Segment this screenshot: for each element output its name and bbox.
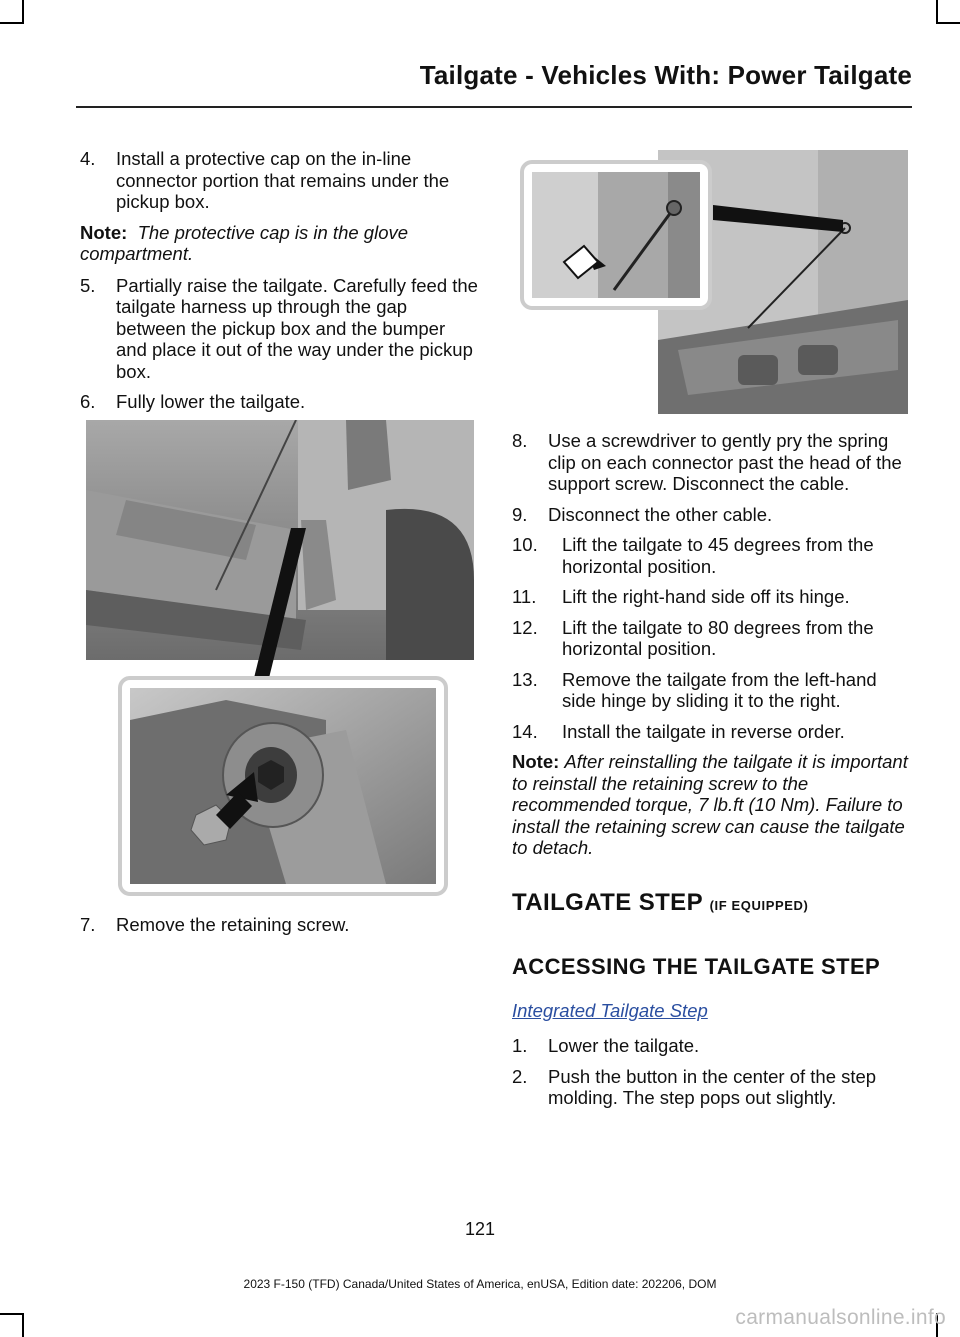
step-number: 10. (512, 534, 538, 555)
step-text: Push the button in the center of the step molding. The step pops out slightly. (548, 1065, 877, 1108)
step-text: Disconnect the other cable. (548, 503, 773, 525)
step-6 (80, 391, 480, 413)
step-text: Install the tailgate in reverse order. (562, 720, 845, 742)
note-label: Note: (512, 751, 560, 772)
step-number: 13. (512, 668, 538, 690)
step-number: 7. (80, 914, 96, 935)
step-number: 12. (512, 616, 538, 638)
retaining-screw-illustration (86, 420, 474, 898)
step-text: Remove the tailgate from the left-hand side hinge by sliding it to the right. (562, 668, 877, 711)
crop-mark (0, 1313, 24, 1315)
step-text: Lift the tailgate to 45 degrees from the horizontal position. (562, 534, 874, 577)
step-7-block (80, 914, 480, 945)
step-number: 2. (512, 1065, 528, 1087)
step-2 (512, 1066, 912, 1109)
page-number: 121 (464, 1219, 496, 1239)
support-cable-drawing (518, 150, 908, 414)
step-text: Fully lower the tailgate. (116, 391, 306, 412)
step-number: 5. (80, 274, 96, 296)
step-text: Partially raise the tailgate. Carefully feed the tailgate harness up through the gap between the pickup box and the bumper and place it out of the way under the pickup box. (116, 274, 478, 382)
crop-mark (936, 22, 960, 24)
step-7 (80, 914, 480, 936)
step-text: Lower the tailgate. (548, 1035, 700, 1056)
step-number: 9. (512, 503, 528, 525)
header-divider (76, 106, 912, 108)
crop-mark (22, 1313, 24, 1337)
step-number: 14. (512, 720, 538, 742)
step-8 (512, 430, 912, 495)
step-text: Use a screwdriver to gently pry the spring clip on each connector past the head of the support screw. Disconnect the cable. (548, 430, 902, 494)
step-text: Remove the retaining screw. (116, 914, 350, 935)
retaining-screw-drawing (86, 420, 474, 898)
step-text: Lift the tailgate to 80 degrees from the horizontal position. (562, 616, 874, 659)
crop-mark (936, 0, 938, 24)
section-title-text: TAILGATE STEP (512, 888, 703, 916)
crop-mark (0, 22, 24, 24)
support-cable-illustration (518, 150, 908, 414)
page-title: Tailgate - Vehicles With: Power Tailgate (419, 60, 912, 90)
edition-footer: 2023 F-150 (TFD) Canada/United States of America, enUSA, Edition date: 202206, DOM (243, 1277, 717, 1291)
step-number: 11. (512, 586, 537, 607)
step-text: Install a protective cap on the in-line connector portion that remains under the pickup box. (116, 148, 450, 212)
section-title (512, 889, 912, 920)
step-5 (80, 275, 480, 383)
step-14 (512, 721, 912, 743)
step-10 (512, 534, 912, 577)
note-protective-cap (80, 222, 480, 265)
step-9 (512, 504, 912, 526)
crop-mark (22, 0, 24, 24)
step-11 (512, 586, 912, 608)
step-13 (512, 669, 912, 712)
note-label: Note: (80, 221, 128, 243)
integrated-tailgate-step-link[interactable]: Integrated Tailgate Step (512, 999, 708, 1021)
right-column (512, 430, 912, 1118)
note-text: The protective cap is in the glove compartment. (80, 221, 409, 264)
step-1 (512, 1035, 912, 1057)
subsection-title: ACCESSING THE TAILGATE STEP (512, 953, 881, 979)
watermark: carmanualsonline.info (735, 1306, 946, 1329)
step-4 (80, 148, 480, 213)
step-number: 4. (80, 148, 96, 169)
step-12 (512, 617, 912, 660)
section-qualifier: (IF EQUIPPED) (709, 897, 809, 913)
step-number: 6. (80, 391, 96, 412)
step-number: 1. (512, 1035, 528, 1056)
left-column (80, 148, 480, 422)
step-text: Lift the right-hand side off its hinge. (562, 586, 850, 607)
note-retaining-screw (512, 751, 912, 859)
note-text: After reinstalling the tailgate it is important to reinstall the retaining screw to the recommended torque, 7 lb.ft (10 Nm). Failure to install the retaining screw can cause the tailgate to detach. (512, 751, 908, 858)
step-number: 8. (512, 430, 528, 451)
